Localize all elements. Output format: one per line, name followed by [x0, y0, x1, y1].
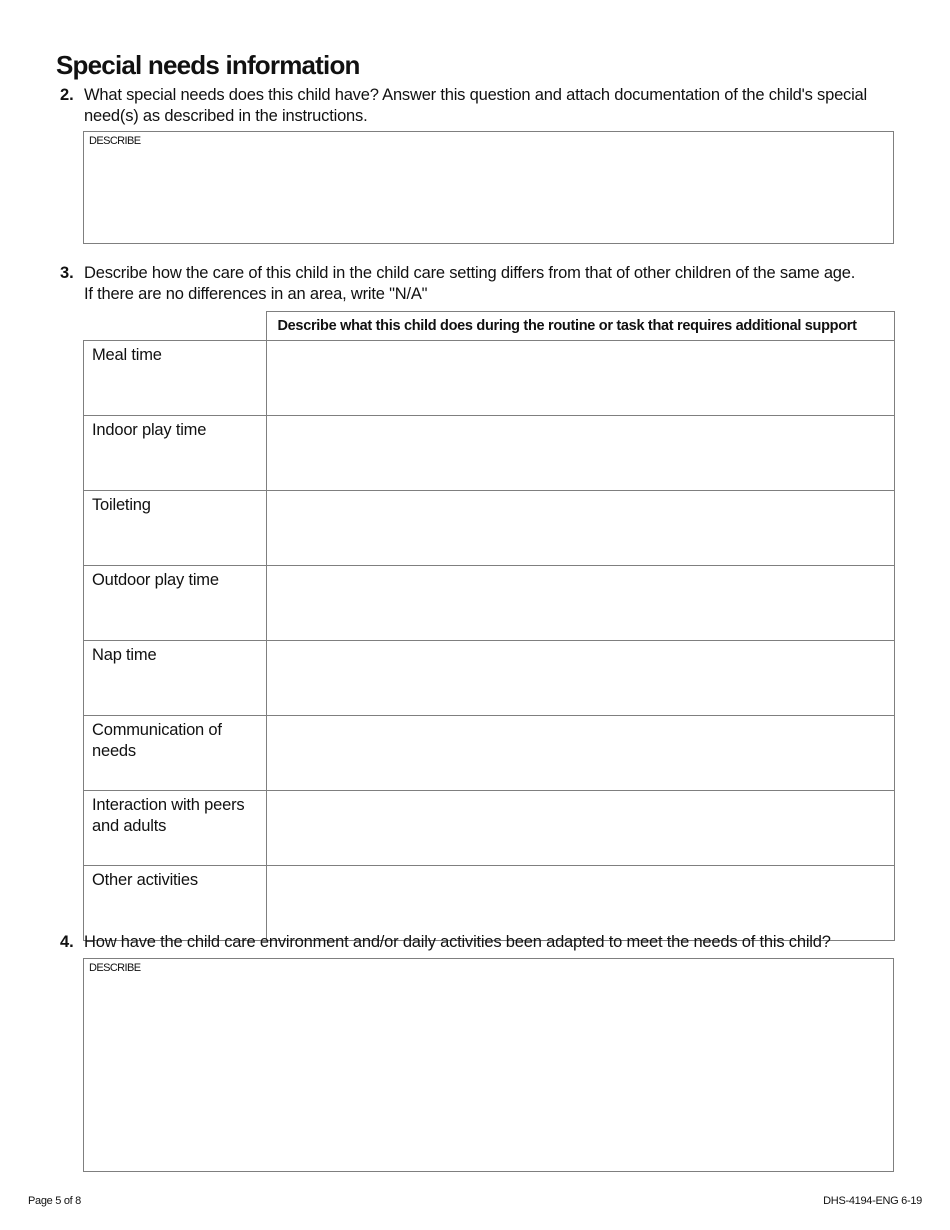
- question-3-line-1: Describe how the care of this child in the child care setting differs from that of other children of the same age.: [84, 264, 856, 282]
- table-row: [84, 641, 895, 716]
- table-row: [84, 341, 895, 416]
- table-row: [84, 716, 895, 791]
- special-needs-describe-field[interactable]: [83, 131, 894, 244]
- question-2-text: What special needs does this child have? Answer this question and attach documentation of the child's special need(s) as described in the instructions.: [84, 86, 868, 125]
- routine-category: Interaction with peers and adults: [84, 791, 267, 866]
- table-header: Describe what this child does during the routine or task that requires additional support: [266, 312, 895, 341]
- table-corner: [84, 312, 267, 341]
- table-row: [84, 491, 895, 566]
- question-3-number: 3.: [60, 264, 74, 282]
- describe-label: DESCRIBE: [89, 135, 141, 147]
- routine-answer-field[interactable]: [266, 866, 895, 941]
- routine-support-table: [83, 311, 895, 941]
- routine-category: Toileting: [84, 491, 267, 566]
- question-3-text: [84, 263, 914, 305]
- question-4-number: 4.: [60, 933, 74, 951]
- routine-answer-field[interactable]: [266, 641, 895, 716]
- form-id: DHS-4194-ENG 6-19: [823, 1195, 922, 1207]
- routine-answer-field[interactable]: [266, 791, 895, 866]
- table-row: [84, 416, 895, 491]
- routine-category: Indoor play time: [84, 416, 267, 491]
- table-row: [84, 866, 895, 941]
- question-3-line-2: If there are no differences in an area, write "N/A": [84, 285, 428, 303]
- table-row: [84, 566, 895, 641]
- adaptations-describe-field[interactable]: [83, 958, 894, 1172]
- routine-category: Meal time: [84, 341, 267, 416]
- routine-category: Other activities: [84, 866, 267, 941]
- routine-answer-field[interactable]: [266, 491, 895, 566]
- table-row: [84, 791, 895, 866]
- page-number: Page 5 of 8: [28, 1195, 81, 1207]
- question-2-number: 2.: [60, 86, 74, 104]
- describe-label: DESCRIBE: [89, 962, 141, 974]
- routine-answer-field[interactable]: [266, 416, 895, 491]
- routine-category: Communication of needs: [84, 716, 267, 791]
- page-title: Special needs information: [56, 50, 360, 80]
- routine-category: Nap time: [84, 641, 267, 716]
- routine-answer-field[interactable]: [266, 716, 895, 791]
- routine-answer-field[interactable]: [266, 341, 895, 416]
- routine-answer-field[interactable]: [266, 566, 895, 641]
- question-4-text: How have the child care environment and/or daily activities been adapted to meet the needs of this child?: [84, 933, 831, 951]
- routine-category: Outdoor play time: [84, 566, 267, 641]
